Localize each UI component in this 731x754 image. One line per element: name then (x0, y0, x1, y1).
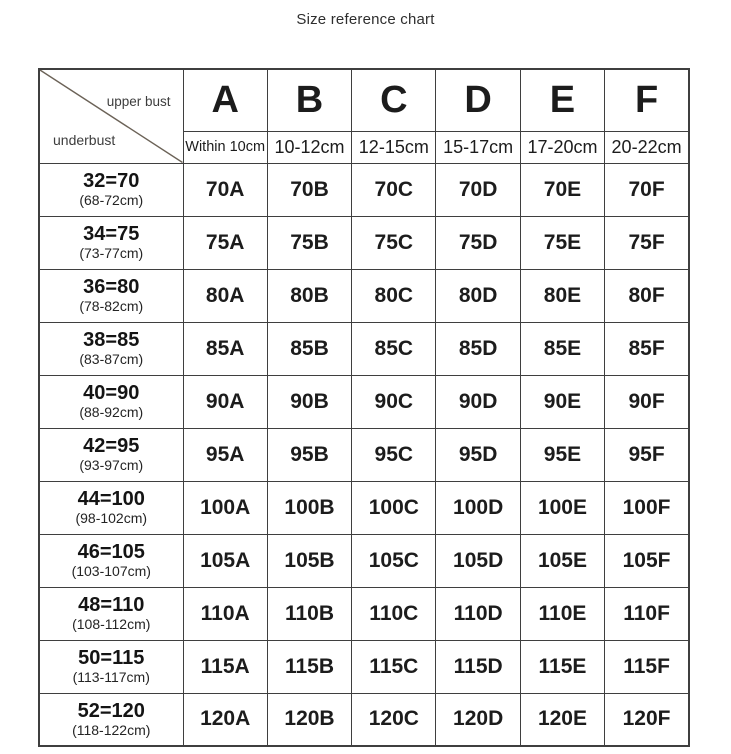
page-title: Size reference chart (296, 11, 435, 28)
size-cell: 85F (605, 322, 689, 375)
size-cell: 115D (436, 640, 520, 693)
size-cell: 115F (605, 640, 689, 693)
row-header (39, 640, 183, 693)
column-letter-D: D (436, 69, 520, 131)
row-header (39, 481, 183, 534)
size-cell: 70D (436, 163, 520, 216)
underbust-size-label: 32=70 (83, 170, 140, 193)
size-cell: 95E (520, 428, 604, 481)
column-range-D: 15-17cm (436, 131, 520, 163)
size-cell: 110C (352, 587, 436, 640)
underbust-range-label: (73-77cm) (79, 245, 144, 262)
table-row (39, 587, 689, 640)
table-row (39, 375, 689, 428)
size-cell: 70F (605, 163, 689, 216)
size-cell: 95C (352, 428, 436, 481)
underbust-range-label: (108-112cm) (72, 616, 151, 633)
table-row (39, 322, 689, 375)
row-header (39, 322, 183, 375)
size-cell: 85C (352, 322, 436, 375)
corner-header-cell (39, 69, 183, 163)
size-cell: 85D (436, 322, 520, 375)
size-cell: 120B (267, 693, 351, 746)
size-cell: 85E (520, 322, 604, 375)
underbust-range-label: (98-102cm) (75, 510, 148, 527)
underbust-range-label: (83-87cm) (79, 351, 144, 368)
row-header (39, 587, 183, 640)
size-cell: 105F (605, 534, 689, 587)
size-cell: 115B (267, 640, 351, 693)
size-cell: 110D (436, 587, 520, 640)
size-cell: 100A (183, 481, 267, 534)
size-cell: 90C (352, 375, 436, 428)
column-letter-E: E (520, 69, 604, 131)
row-header (39, 163, 183, 216)
row-header (39, 534, 183, 587)
size-cell: 70C (352, 163, 436, 216)
underbust-range-label: (118-122cm) (72, 722, 151, 739)
size-cell: 80E (520, 269, 604, 322)
size-cell: 80F (605, 269, 689, 322)
size-cell: 100E (520, 481, 604, 534)
size-cell: 110A (183, 587, 267, 640)
table-row (39, 269, 689, 322)
column-letter-C: C (352, 69, 436, 131)
size-cell: 75B (267, 216, 351, 269)
underbust-size-label: 34=75 (83, 223, 140, 246)
size-cell: 75C (352, 216, 436, 269)
size-cell: 120D (436, 693, 520, 746)
underbust-range-label: (88-92cm) (79, 404, 144, 421)
size-cell: 80B (267, 269, 351, 322)
underbust-size-label: 50=115 (78, 647, 145, 670)
table-row (39, 481, 689, 534)
row-header (39, 216, 183, 269)
size-cell: 75A (183, 216, 267, 269)
column-letter-A: A (183, 69, 267, 131)
size-cell: 90E (520, 375, 604, 428)
size-cell: 105E (520, 534, 604, 587)
size-cell: 100D (436, 481, 520, 534)
size-cell: 110E (520, 587, 604, 640)
underbust-label: underbust (53, 131, 116, 148)
size-cell: 90D (436, 375, 520, 428)
column-range-B: 10-12cm (267, 131, 351, 163)
size-cell: 110B (267, 587, 351, 640)
underbust-size-label: 44=100 (77, 488, 145, 511)
column-range-C: 12-15cm (352, 131, 436, 163)
size-cell: 95F (605, 428, 689, 481)
table-row (39, 640, 689, 693)
size-cell: 90F (605, 375, 689, 428)
underbust-size-label: 42=95 (83, 435, 140, 458)
size-cell: 115A (183, 640, 267, 693)
underbust-size-label: 48=110 (78, 594, 145, 617)
size-cell: 105A (183, 534, 267, 587)
table-row (39, 216, 689, 269)
upper-bust-label: upper bust (106, 94, 171, 109)
row-header (39, 428, 183, 481)
size-reference-table (38, 68, 690, 747)
size-cell: 115E (520, 640, 604, 693)
table-row (39, 693, 689, 746)
size-cell: 110F (605, 587, 689, 640)
underbust-size-label: 36=80 (83, 276, 140, 299)
column-range-A: Within 10cm (183, 131, 267, 163)
size-cell: 115C (352, 640, 436, 693)
table-row (39, 163, 689, 216)
size-cell: 75E (520, 216, 604, 269)
size-cell: 120C (352, 693, 436, 746)
size-cell: 80C (352, 269, 436, 322)
size-cell: 80A (183, 269, 267, 322)
size-cell: 90B (267, 375, 351, 428)
table-row (39, 534, 689, 587)
column-letter-F: F (605, 69, 689, 131)
size-cell: 75D (436, 216, 520, 269)
underbust-range-label: (78-82cm) (79, 298, 144, 315)
row-header (39, 693, 183, 746)
underbust-range-label: (103-107cm) (71, 563, 151, 580)
size-cell: 70E (520, 163, 604, 216)
table-row (39, 428, 689, 481)
underbust-range-label: (113-117cm) (72, 669, 150, 686)
size-cell: 70B (267, 163, 351, 216)
underbust-size-label: 38=85 (83, 329, 140, 352)
diagonal-divider-line (40, 70, 183, 163)
size-cell: 120E (520, 693, 604, 746)
size-cell: 120F (605, 693, 689, 746)
size-cell: 85A (183, 322, 267, 375)
column-range-F: 20-22cm (605, 131, 689, 163)
size-cell: 90A (183, 375, 267, 428)
size-cell: 70A (183, 163, 267, 216)
underbust-range-label: (68-72cm) (79, 192, 144, 209)
size-cell: 105C (352, 534, 436, 587)
row-header (39, 375, 183, 428)
size-cell: 100F (605, 481, 689, 534)
size-cell: 120A (183, 693, 267, 746)
underbust-size-label: 40=90 (83, 382, 140, 405)
size-cell: 100B (267, 481, 351, 534)
size-cell: 105D (436, 534, 520, 587)
size-cell: 100C (352, 481, 436, 534)
size-cell: 95B (267, 428, 351, 481)
underbust-range-label: (93-97cm) (79, 457, 144, 474)
underbust-size-label: 52=120 (77, 700, 145, 723)
size-cell: 95A (183, 428, 267, 481)
cup-letters-row (39, 69, 689, 131)
size-cell: 95D (436, 428, 520, 481)
row-header (39, 269, 183, 322)
size-cell: 85B (267, 322, 351, 375)
underbust-size-label: 46=105 (77, 541, 145, 564)
table-header (39, 69, 689, 163)
column-range-E: 17-20cm (520, 131, 604, 163)
table-body (39, 163, 689, 746)
size-cell: 75F (605, 216, 689, 269)
size-cell: 80D (436, 269, 520, 322)
size-cell: 105B (267, 534, 351, 587)
column-letter-B: B (267, 69, 351, 131)
